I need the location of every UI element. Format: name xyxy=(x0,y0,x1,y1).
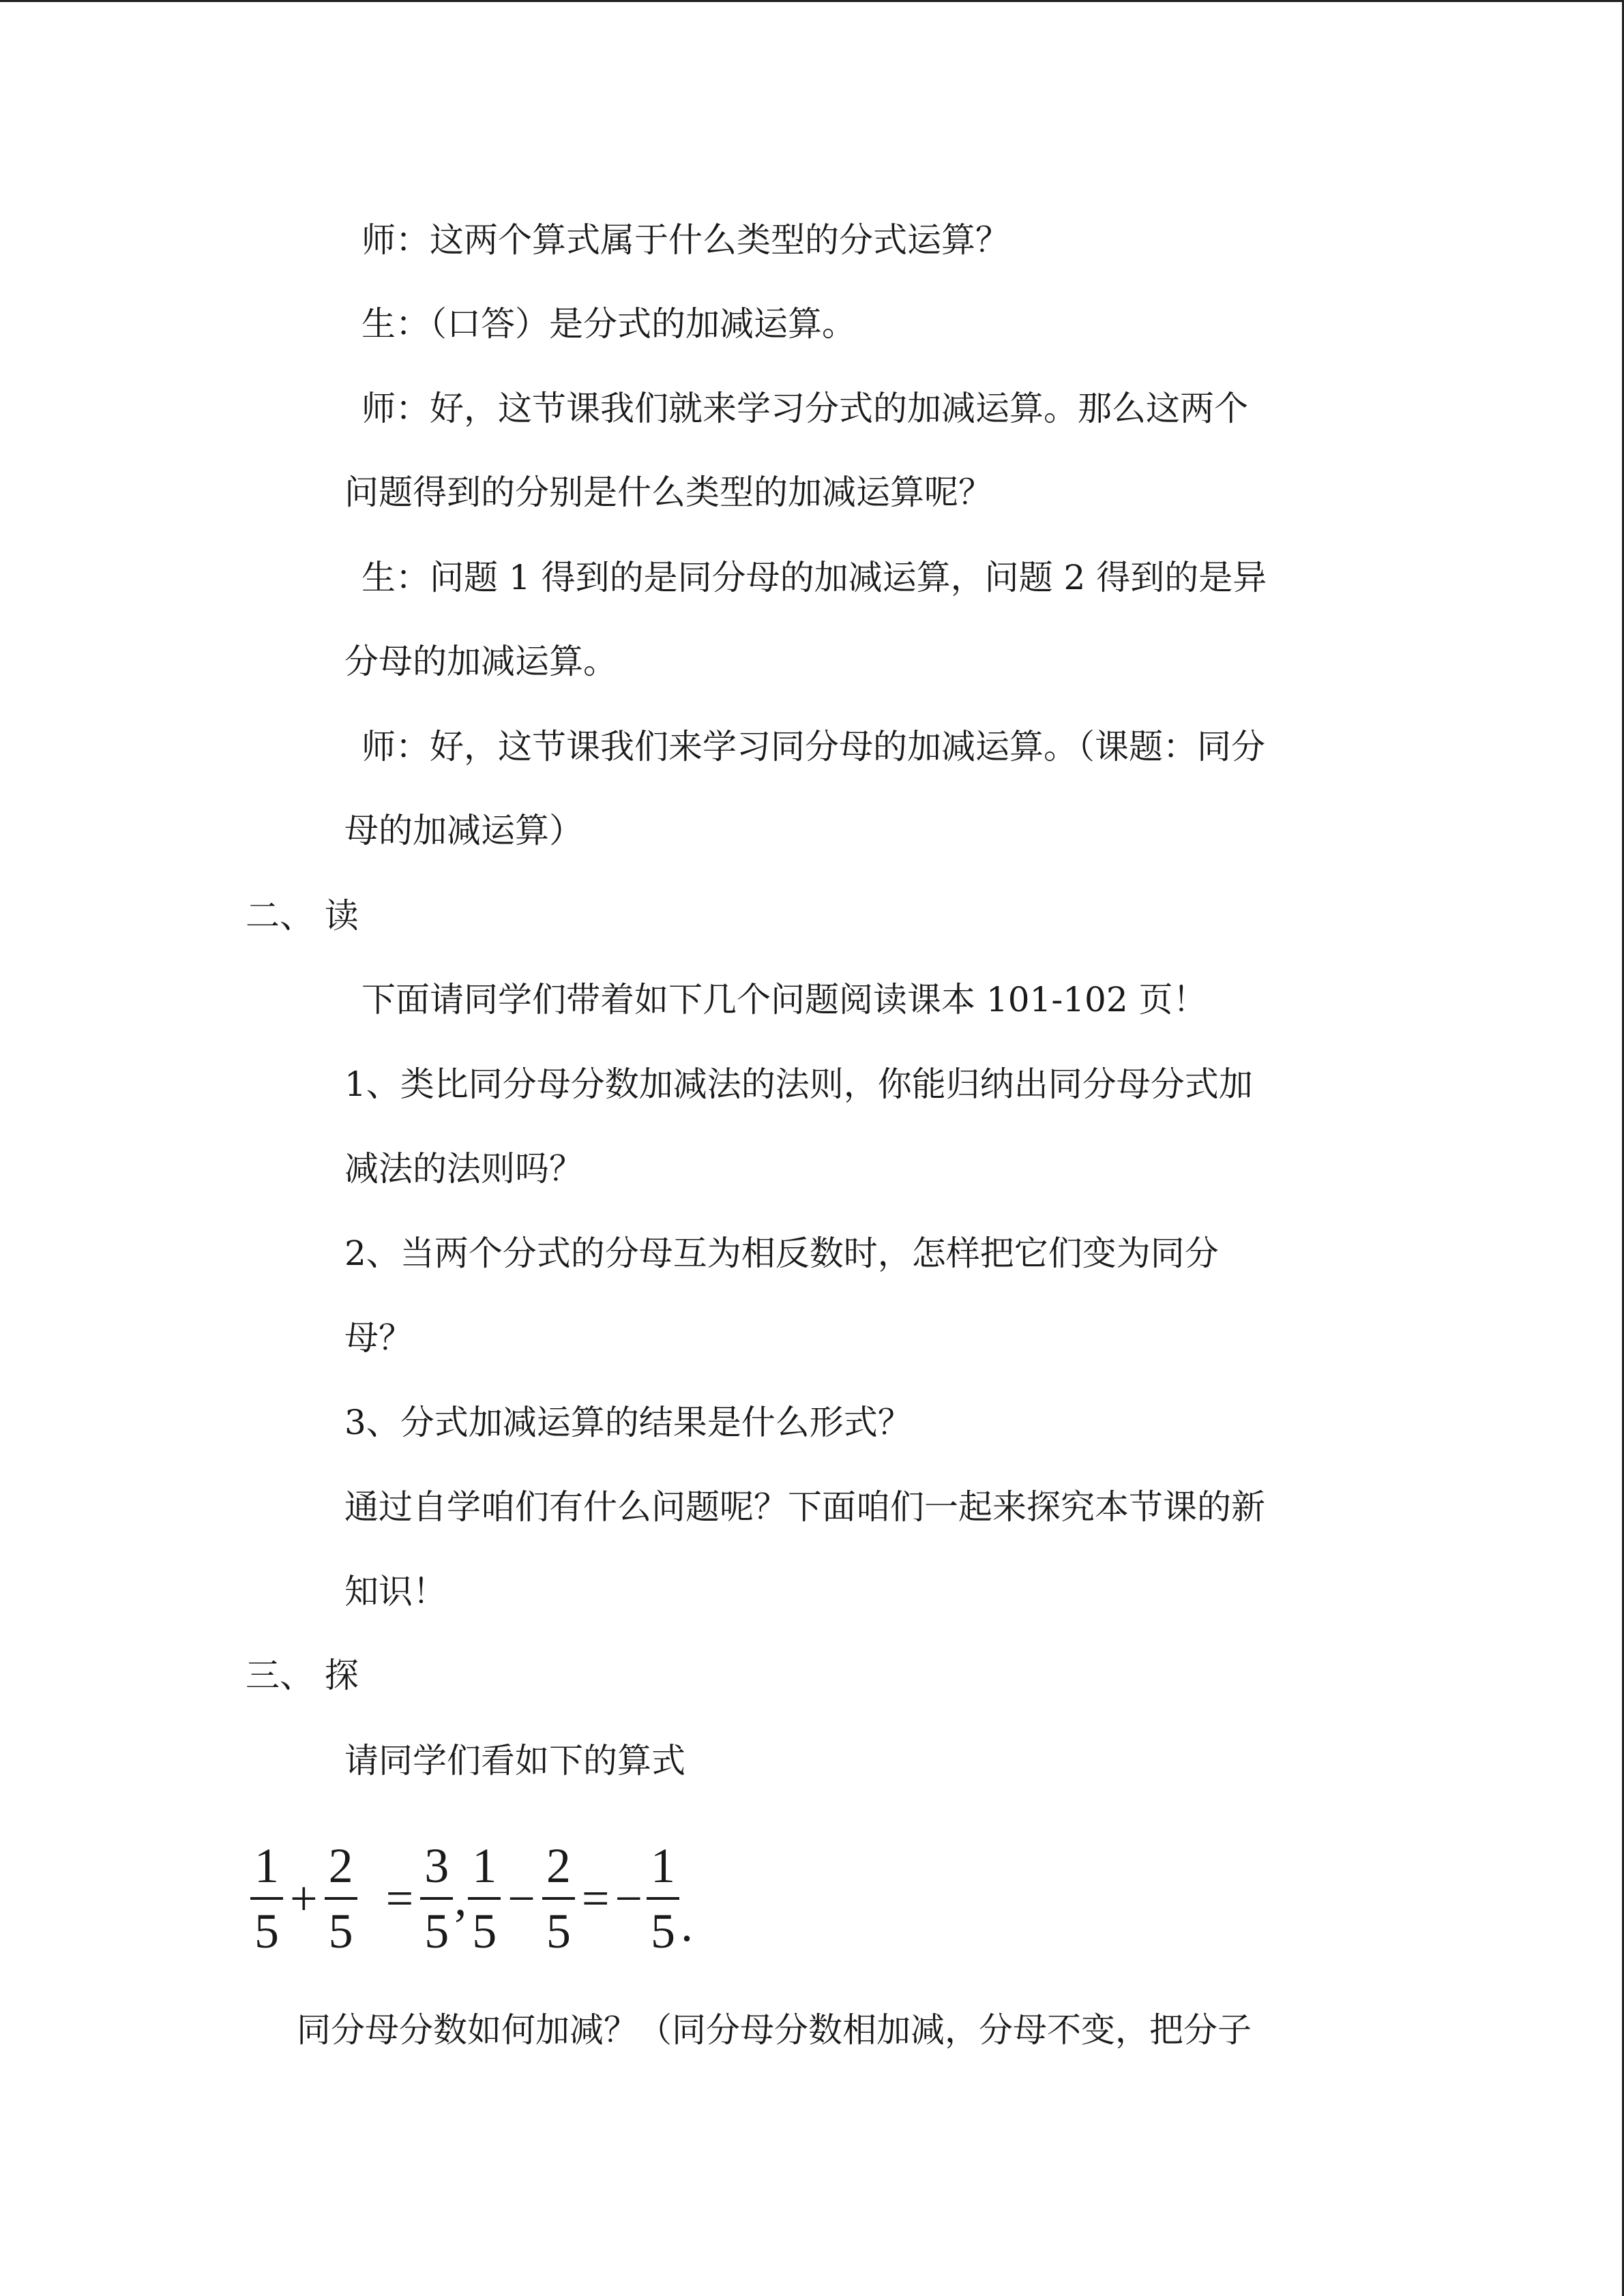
dialogue-line: 问题得到的分别是什么类型的加减运算呢？ xyxy=(344,473,992,512)
numerator: 1 xyxy=(472,1838,497,1893)
question-item: 2、当两个分式的分母互为相反数时，怎样把它们变为同分 xyxy=(344,1234,1219,1273)
paragraph-line: 同分母分数如何加减？（同分母分数相加减，分母不变，把分子 xyxy=(297,2010,1252,2050)
period: . xyxy=(681,1897,694,1952)
paragraph-line: 下面请同学们带着如下几个问题阅读课本 101-102 页！ xyxy=(361,980,1207,1019)
paragraph-line: 知识！ xyxy=(344,1572,447,1611)
dialogue-line: 生：问题 1 得到的是同分母的加减运算，问题 2 得到的是异 xyxy=(361,558,1267,597)
denominator: 5 xyxy=(651,1904,676,1958)
dialogue-line: 师：好，这节课我们就来学习分式的加减运算。那么这两个 xyxy=(361,389,1248,428)
fraction xyxy=(325,1834,357,1963)
numerator: 2 xyxy=(546,1838,571,1893)
dialogue-line: 师：好，这节课我们来学习同分母的加减运算。（课题：同分 xyxy=(361,727,1265,766)
equals-sign: = xyxy=(581,1870,610,1926)
comma: , xyxy=(454,1870,467,1926)
fraction xyxy=(647,1834,679,1963)
fraction xyxy=(542,1834,575,1963)
minus-sign: − xyxy=(507,1870,535,1926)
fraction xyxy=(420,1834,453,1963)
denominator: 5 xyxy=(546,1904,571,1958)
numerator: 3 xyxy=(424,1838,449,1893)
denominator: 5 xyxy=(254,1904,279,1958)
numerator: 2 xyxy=(328,1838,353,1893)
numerator: 1 xyxy=(651,1838,676,1893)
question-item: 减法的法则吗？ xyxy=(344,1149,583,1189)
denominator: 5 xyxy=(424,1904,449,1958)
denominator: 5 xyxy=(328,1904,353,1958)
plus-sign: + xyxy=(290,1870,318,1926)
fraction xyxy=(250,1834,283,1963)
dialogue-line: 母的加减运算） xyxy=(344,811,583,850)
equals-sign: = xyxy=(385,1870,414,1926)
minus-sign: − xyxy=(615,1870,643,1926)
section-heading: 三、 探 xyxy=(246,1656,359,1695)
question-item: 1、类比同分母分数加减法的法则，你能归纳出同分母分式加 xyxy=(344,1064,1253,1104)
question-item: 3、分式加减运算的结果是什么形式？ xyxy=(344,1403,912,1442)
fraction xyxy=(468,1834,501,1963)
paragraph-line: 请同学们看如下的算式 xyxy=(344,1741,685,1780)
dialogue-line: 师：这两个算式属于什么类型的分式运算？ xyxy=(361,220,1009,260)
paragraph-line: 通过自学咱们有什么问题呢？下面咱们一起来探究本节课的新 xyxy=(344,1487,1265,1527)
denominator: 5 xyxy=(472,1904,497,1958)
question-item: 母？ xyxy=(344,1318,413,1358)
dialogue-line: 分母的加减运算。 xyxy=(344,642,617,681)
page-top-border xyxy=(0,0,1624,2)
fraction-equation xyxy=(249,1834,693,1963)
numerator: 1 xyxy=(254,1838,279,1893)
section-heading: 二、 读 xyxy=(246,896,359,936)
dialogue-line: 生：（口答）是分式的加减运算。 xyxy=(361,304,856,344)
